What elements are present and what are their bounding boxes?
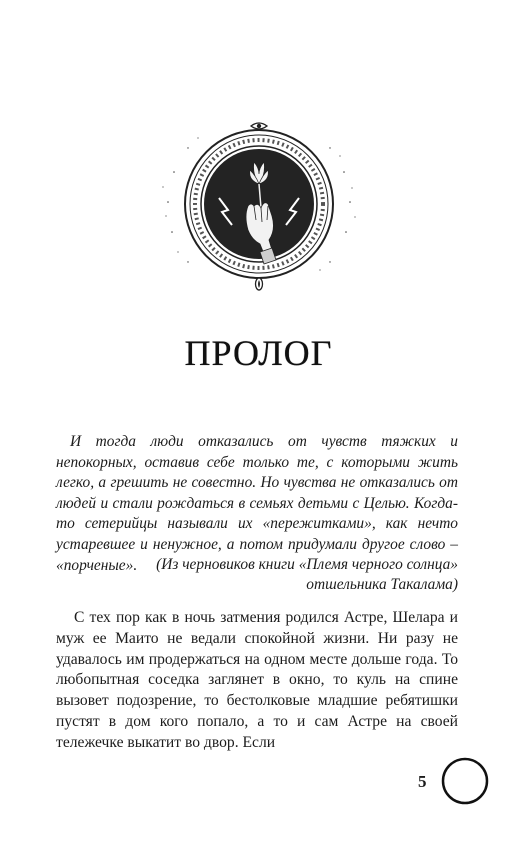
epigraph-text: И тогда люди отказались от чувств тяжких и непокорных, оставив себе только те, с которыми жить легко, а грешить не совестно. Но чувства не отказались от людей и стали рождаться в семьях детьми с Целью. Когда-то сетерийцы называли их «пережитками», как нечто устаревшее и ненужное, а потом придумали другое слово – «порченые».: [56, 433, 458, 574]
page-number: 5: [418, 772, 427, 791]
body-paragraph: С тех пор как в ночь затмения родился Астре, Шелара и муж ее Маито не ведали спокойной жизни. Ни разу не удавалось им продержаться на одном месте дольше года. То любопытная соседка заглянет в окно, то куль на спине вызовет подозрение, то бестолковые младшие ребятишки пустят в дом кого попало, а то и сам Астре на своей тележечке выкатит во двор. Если: [56, 609, 458, 751]
eye-icon: [251, 123, 267, 129]
chapter-title: ПРОЛОГ: [184, 333, 333, 374]
flame-icon: [256, 278, 263, 290]
epigraph-source-line2: отшельника Такалама): [306, 576, 458, 593]
epigraph-source-line1: (Из черновиков книги «Племя черного солнца»: [156, 556, 458, 573]
chapter-emblem: [148, 112, 370, 312]
page-number-circle: [440, 756, 490, 806]
